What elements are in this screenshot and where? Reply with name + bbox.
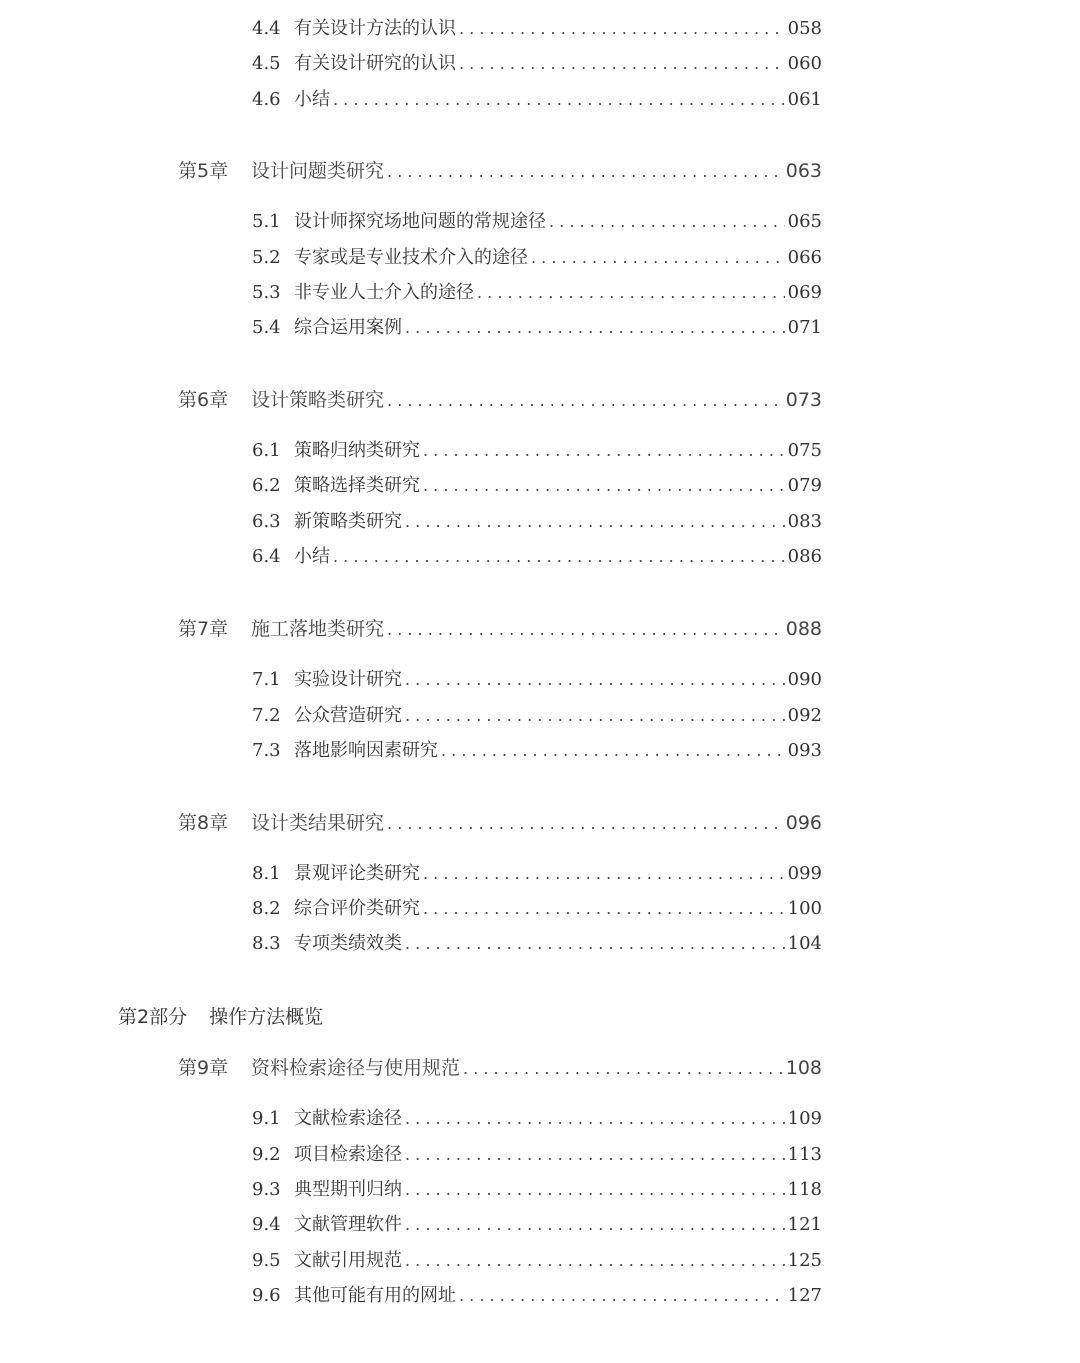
section-title: 典型期刊归纳 xyxy=(294,1179,402,1200)
toc-section-entry xyxy=(252,1281,822,1307)
toc-section-entry xyxy=(252,1140,822,1166)
section-number: 8.1 xyxy=(252,863,281,884)
toc-section-entry xyxy=(252,507,822,533)
part-label: 第2部分 xyxy=(118,1006,188,1028)
page-number: 071 xyxy=(787,317,822,338)
dot-leader xyxy=(423,899,785,918)
page-number: 060 xyxy=(787,53,822,74)
section-number: 4.5 xyxy=(252,53,281,74)
toc-section-entry xyxy=(252,1175,822,1201)
section-title: 公众营造研究 xyxy=(294,705,402,726)
section-title: 综合运用案例 xyxy=(294,317,402,338)
section-title: 小结 xyxy=(294,546,330,567)
toc-section-entry xyxy=(252,278,822,304)
page-number: 083 xyxy=(787,511,822,532)
toc-section-entry xyxy=(252,701,822,727)
page-number: 113 xyxy=(787,1144,822,1165)
dot-leader xyxy=(477,283,785,302)
dot-leader xyxy=(387,391,783,410)
toc-section-entry xyxy=(252,243,822,269)
toc-chapter-entry xyxy=(178,156,822,183)
dot-leader xyxy=(405,318,785,337)
page-number: 090 xyxy=(787,669,822,690)
dot-leader xyxy=(549,212,785,231)
dot-leader xyxy=(459,1286,785,1305)
dot-leader xyxy=(423,864,785,883)
page-number: 104 xyxy=(787,933,822,954)
toc-chapter-entry xyxy=(178,614,822,641)
toc-section-entry xyxy=(252,49,822,75)
toc-section-entry xyxy=(252,471,822,497)
toc-section-entry xyxy=(252,1246,822,1272)
section-title: 文献管理软件 xyxy=(294,1214,402,1235)
toc-section-entry xyxy=(252,929,822,955)
dot-leader xyxy=(459,19,785,38)
page-number: 093 xyxy=(787,740,822,761)
dot-leader xyxy=(387,162,783,181)
toc-section-entry xyxy=(252,542,822,568)
page-number: 065 xyxy=(787,211,822,232)
dot-leader xyxy=(405,1145,785,1164)
page-number: 109 xyxy=(787,1108,822,1129)
section-title: 小结 xyxy=(294,89,330,110)
chapter-label: 第6章 xyxy=(178,389,229,411)
toc-section-entry xyxy=(252,1210,822,1236)
section-number: 8.3 xyxy=(252,933,281,954)
dot-leader xyxy=(423,441,785,460)
dot-leader xyxy=(387,620,783,639)
dot-leader xyxy=(387,814,783,833)
section-title: 落地影响因素研究 xyxy=(294,740,438,761)
page-number: 069 xyxy=(787,282,822,303)
page-number: 121 xyxy=(787,1214,822,1235)
dot-leader xyxy=(441,741,785,760)
dot-leader xyxy=(405,1180,785,1199)
section-title: 文献检索途径 xyxy=(294,1108,402,1129)
page-number: 088 xyxy=(785,618,822,640)
dot-leader xyxy=(459,54,785,73)
section-title: 实验设计研究 xyxy=(294,669,402,690)
part-title: 操作方法概览 xyxy=(209,1006,324,1028)
section-title: 景观评论类研究 xyxy=(294,863,420,884)
section-title: 专项类绩效类 xyxy=(294,933,402,954)
section-number: 7.2 xyxy=(252,705,281,726)
page-number: 092 xyxy=(787,705,822,726)
section-title: 有关设计研究的认识 xyxy=(294,53,456,74)
dot-leader xyxy=(531,248,785,267)
page-number: 073 xyxy=(785,389,822,411)
section-title: 新策略类研究 xyxy=(294,511,402,532)
section-title: 非专业人士介入的途径 xyxy=(294,282,474,303)
dot-leader xyxy=(405,706,785,725)
page-number: 127 xyxy=(787,1285,822,1306)
page-number: 125 xyxy=(787,1250,822,1271)
page-number: 096 xyxy=(785,812,822,834)
toc-chapter-entry xyxy=(178,385,822,412)
toc-chapter-entry xyxy=(178,1053,822,1080)
section-number: 5.1 xyxy=(252,211,281,232)
section-title: 有关设计方法的认识 xyxy=(294,18,456,39)
page-number: 099 xyxy=(787,863,822,884)
section-number: 9.5 xyxy=(252,1250,281,1271)
section-number: 9.4 xyxy=(252,1214,281,1235)
section-title: 专家或是专业技术介入的途径 xyxy=(294,247,528,268)
section-number: 6.3 xyxy=(252,511,281,532)
page-number: 066 xyxy=(787,247,822,268)
section-number: 7.1 xyxy=(252,669,281,690)
dot-leader xyxy=(333,547,785,566)
section-number: 9.3 xyxy=(252,1179,281,1200)
section-number: 4.4 xyxy=(252,18,281,39)
section-number: 6.1 xyxy=(252,440,281,461)
section-number: 5.3 xyxy=(252,282,281,303)
section-title: 其他可能有用的网址 xyxy=(294,1285,456,1306)
page-number: 079 xyxy=(787,475,822,496)
section-number: 6.2 xyxy=(252,475,281,496)
toc-section-entry xyxy=(252,1104,822,1130)
dot-leader xyxy=(463,1059,783,1078)
section-title: 文献引用规范 xyxy=(294,1250,402,1271)
section-number: 9.2 xyxy=(252,1144,281,1165)
section-title: 策略归纳类研究 xyxy=(294,440,420,461)
page-number: 086 xyxy=(787,546,822,567)
toc-section-entry xyxy=(252,14,822,40)
chapter-label: 第8章 xyxy=(178,812,229,834)
dot-leader xyxy=(405,1109,785,1128)
section-title: 设计师探究场地问题的常规途径 xyxy=(294,211,546,232)
section-number: 9.1 xyxy=(252,1108,281,1129)
chapter-title: 设计策略类研究 xyxy=(251,389,385,411)
dot-leader xyxy=(405,670,785,689)
toc-section-entry xyxy=(252,894,822,920)
toc-part-heading xyxy=(118,1002,323,1029)
section-number: 8.2 xyxy=(252,898,281,919)
section-number: 5.4 xyxy=(252,317,281,338)
toc-section-entry xyxy=(252,859,822,885)
page-number: 061 xyxy=(787,89,822,110)
toc-section-entry xyxy=(252,736,822,762)
chapter-label: 第7章 xyxy=(178,618,229,640)
dot-leader xyxy=(333,90,785,109)
section-title: 项目检索途径 xyxy=(294,1144,402,1165)
dot-leader xyxy=(405,934,785,953)
page-number: 063 xyxy=(785,160,822,182)
section-number: 9.6 xyxy=(252,1285,281,1306)
section-title: 策略选择类研究 xyxy=(294,475,420,496)
toc-section-entry xyxy=(252,313,822,339)
section-number: 6.4 xyxy=(252,546,281,567)
section-number: 5.2 xyxy=(252,247,281,268)
chapter-title: 资料检索途径与使用规范 xyxy=(251,1057,461,1079)
toc-section-entry xyxy=(252,665,822,691)
section-title: 综合评价类研究 xyxy=(294,898,420,919)
toc-chapter-entry xyxy=(178,808,822,835)
page-number: 075 xyxy=(787,440,822,461)
chapter-label: 第5章 xyxy=(178,160,229,182)
section-number: 7.3 xyxy=(252,740,281,761)
dot-leader xyxy=(423,476,785,495)
toc-section-entry xyxy=(252,207,822,233)
chapter-title: 设计类结果研究 xyxy=(251,812,385,834)
chapter-title: 施工落地类研究 xyxy=(251,618,385,640)
page-number: 118 xyxy=(787,1179,822,1200)
page-number: 108 xyxy=(785,1057,822,1079)
dot-leader xyxy=(405,1215,785,1234)
dot-leader xyxy=(405,512,785,531)
chapter-title: 设计问题类研究 xyxy=(251,160,385,182)
page-number: 058 xyxy=(787,18,822,39)
page-number: 100 xyxy=(787,898,822,919)
chapter-label: 第9章 xyxy=(178,1057,229,1079)
section-number: 4.6 xyxy=(252,89,281,110)
toc-section-entry xyxy=(252,436,822,462)
dot-leader xyxy=(405,1251,785,1270)
toc-section-entry xyxy=(252,85,822,111)
